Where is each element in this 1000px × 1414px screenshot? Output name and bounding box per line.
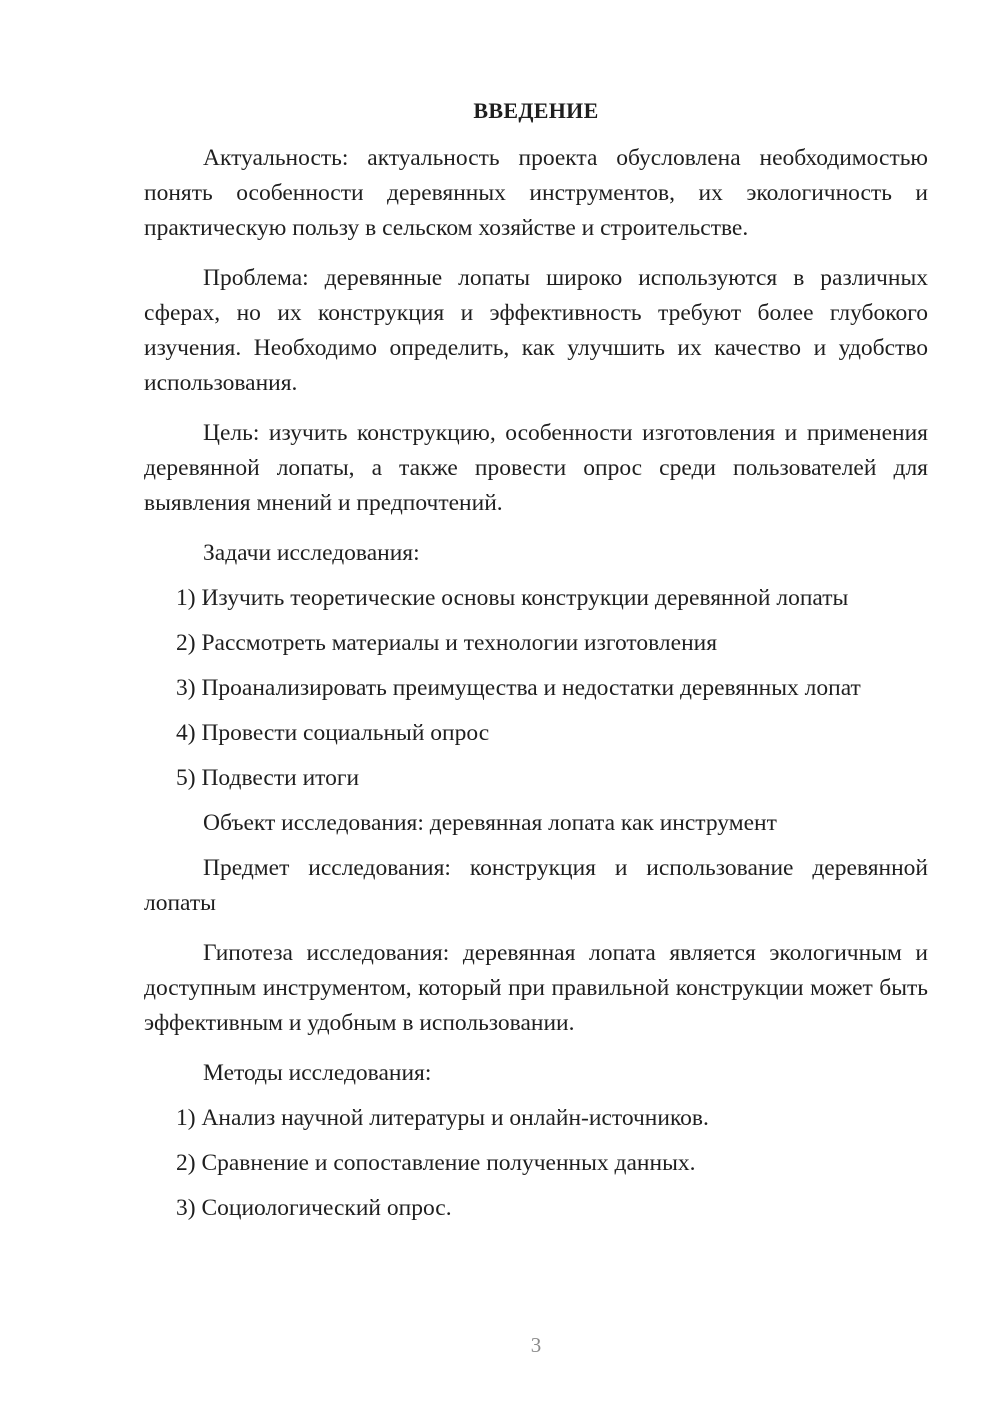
paragraph-subject: Предмет исследования: конструкция и использование деревянной лопаты bbox=[144, 855, 928, 916]
list-item: 5) Подвести итоги bbox=[176, 765, 360, 791]
tasks-list bbox=[144, 581, 928, 796]
list-item: 1) Изучить теоретические основы конструкции деревянной лопаты bbox=[176, 585, 849, 611]
list-item: 3) Проанализировать преимущества и недостатки деревянных лопат bbox=[176, 675, 861, 701]
list-item: 2) Сравнение и сопоставление полученных данных. bbox=[176, 1150, 696, 1176]
tasks-heading: Задачи исследования: bbox=[203, 540, 420, 566]
paragraph-relevance: Актуальность: актуальность проекта обусловлена необходимостью понять особенности деревянных инструментов, их экологичность и практическую пользу в сельском хозяйстве и строительстве. bbox=[144, 145, 928, 241]
paragraph-hypothesis: Гипотеза исследования: деревянная лопата является экологичным и доступным инструментом, который при правильной конструкции может быть эффективным и удобным в использовании. bbox=[144, 940, 928, 1036]
page-title: ВВЕДЕНИЕ bbox=[473, 98, 599, 123]
list-item: 3) Социологический опрос. bbox=[176, 1195, 452, 1221]
list-item: 4) Провести социальный опрос bbox=[176, 720, 490, 746]
list-item: 2) Рассмотреть материалы и технологии изготовления bbox=[176, 630, 718, 656]
paragraph-object: Объект исследования: деревянная лопата как инструмент bbox=[203, 810, 777, 836]
methods-list bbox=[144, 1101, 928, 1226]
paragraph-goal: Цель: изучить конструкцию, особенности изготовления и применения деревянной лопаты, а также провести опрос среди пользователей для выявления мнений и предпочтений. bbox=[144, 420, 928, 516]
document-page bbox=[144, 96, 928, 1236]
list-item: 1) Анализ научной литературы и онлайн-источников. bbox=[176, 1105, 709, 1131]
paragraph-problem: Проблема: деревянные лопаты широко используются в различных сферах, но их конструкция и эффективность требуют более глубокого изучения. Необходимо определить, как улучшить их качество и удобство использования. bbox=[144, 265, 928, 396]
methods-heading: Методы исследования: bbox=[203, 1060, 432, 1086]
page-number: 3 bbox=[530, 1333, 542, 1357]
